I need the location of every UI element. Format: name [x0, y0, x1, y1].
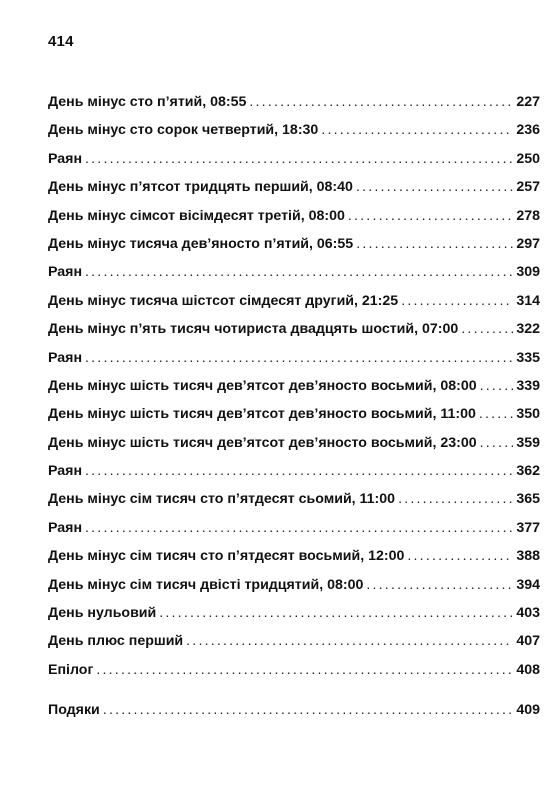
toc-entry [48, 145, 540, 173]
toc-entry-page: 322 [516, 321, 540, 338]
toc-entry-title: Раян [48, 349, 83, 366]
dot-leader [480, 429, 514, 457]
toc-entry-title: День мінус сімсот вісімдесят третій, 08:00 [48, 207, 345, 224]
toc-entry-title: Раян [48, 463, 83, 480]
toc-entry-title: Раян [48, 264, 83, 281]
toc-entry-page: 362 [516, 463, 540, 480]
toc-entry [48, 542, 540, 570]
dot-leader [356, 230, 513, 258]
toc-entry [48, 315, 540, 343]
toc-entry [48, 372, 540, 400]
toc-entry-page: 297 [516, 235, 540, 252]
toc-entry [48, 599, 540, 627]
toc-entry [48, 696, 540, 724]
dot-leader [85, 258, 513, 286]
toc-entry-page: 309 [516, 264, 540, 281]
toc-entry-title: День мінус шість тисяч дев’ятсот дев’яносто восьмий, 11:00 [48, 406, 476, 423]
dot-leader [85, 145, 513, 173]
toc-entry [48, 485, 540, 513]
toc-entry [48, 88, 540, 116]
toc-entry [48, 571, 540, 599]
toc-entry-page: 350 [516, 406, 540, 423]
toc-entry-page: 408 [516, 661, 540, 678]
toc-entry [48, 400, 540, 428]
toc-entry-title: День мінус тисяча дев’яносто п’ятий, 06:55 [48, 235, 354, 252]
toc-entry-page: 394 [516, 576, 540, 593]
table-of-contents [48, 88, 540, 725]
toc-entry [48, 173, 540, 201]
dot-leader [103, 696, 514, 724]
toc-entry-page: 257 [516, 179, 540, 196]
toc-entry-title: Раян [48, 519, 83, 536]
toc-entry [48, 627, 540, 655]
dot-leader [461, 315, 513, 343]
toc-entry-title: День нульовий [48, 605, 157, 622]
toc-entry [48, 258, 540, 286]
dot-leader [356, 173, 513, 201]
dot-leader [348, 202, 513, 230]
toc-entry-title: День мінус п’ятсот тридцять перший, 08:40 [48, 179, 353, 196]
dot-leader [479, 400, 513, 428]
toc-entry-title: Раян [48, 150, 83, 167]
toc-entry-page: 388 [516, 548, 540, 565]
toc-entry-title: Епілог [48, 661, 94, 678]
toc-entry-page: 236 [516, 122, 540, 139]
dot-leader [159, 599, 513, 627]
dot-leader [366, 571, 513, 599]
dot-leader [186, 627, 513, 655]
toc-entry [48, 514, 540, 542]
dot-leader [96, 656, 513, 684]
toc-entry-page: 250 [516, 150, 540, 167]
toc-entry-page: 409 [516, 702, 540, 719]
dot-leader [85, 344, 513, 372]
toc-entry-title: День мінус тисяча шістсот сімдесят другий, 21:25 [48, 292, 399, 309]
toc-entry-title: День мінус шість тисяч дев’ятсот дев’яносто восьмий, 08:00 [48, 377, 477, 394]
dot-leader [480, 372, 514, 400]
toc-entry-title: День мінус сім тисяч двісті тридцятий, 08:00 [48, 576, 364, 593]
toc-entry-title: День мінус сім тисяч сто п’ятдесят сьомий, 11:00 [48, 491, 396, 508]
toc-entry-title: Подяки [48, 702, 100, 719]
dot-leader [85, 514, 513, 542]
toc-entry-title: День мінус шість тисяч дев’ятсот дев’яносто восьмий, 23:00 [48, 434, 477, 451]
toc-entry-title: День мінус сто п’ятий, 08:55 [48, 94, 247, 110]
toc-entry [48, 287, 540, 315]
toc-entry [48, 116, 540, 144]
dot-leader [321, 116, 513, 144]
toc-entry [48, 230, 540, 258]
dot-leader [401, 287, 513, 315]
toc-entry-page: 377 [516, 519, 540, 536]
toc-entry-page: 335 [516, 349, 540, 366]
toc-entry [48, 202, 540, 230]
toc-entry-page: 407 [516, 633, 540, 650]
toc-entry-title: День мінус п’ять тисяч чотириста двадцять шостий, 07:00 [48, 321, 459, 338]
toc-entry-page: 314 [516, 292, 540, 309]
toc-entry-page: 359 [516, 434, 540, 451]
section-gap [48, 684, 540, 696]
toc-entry-page: 339 [516, 377, 540, 394]
page-number: 414 [48, 33, 74, 50]
toc-entry [48, 457, 540, 485]
toc-entry-page: 365 [516, 491, 540, 508]
dot-leader [398, 485, 513, 513]
toc-entry-title: День мінус сім тисяч сто п’ятдесят восьмий, 12:00 [48, 548, 405, 565]
dot-leader [407, 542, 513, 570]
dot-leader [85, 457, 513, 485]
toc-entry-title: День плюс перший [48, 633, 184, 650]
toc-entry-page: 227 [516, 94, 540, 110]
toc-entry [48, 656, 540, 684]
toc-entry [48, 344, 540, 372]
toc-entry [48, 429, 540, 457]
toc-entry-page: 278 [516, 207, 540, 224]
toc-entry-page: 403 [516, 605, 540, 622]
dot-leader [249, 88, 513, 116]
toc-entry-title: День мінус сто сорок четвертий, 18:30 [48, 122, 319, 139]
